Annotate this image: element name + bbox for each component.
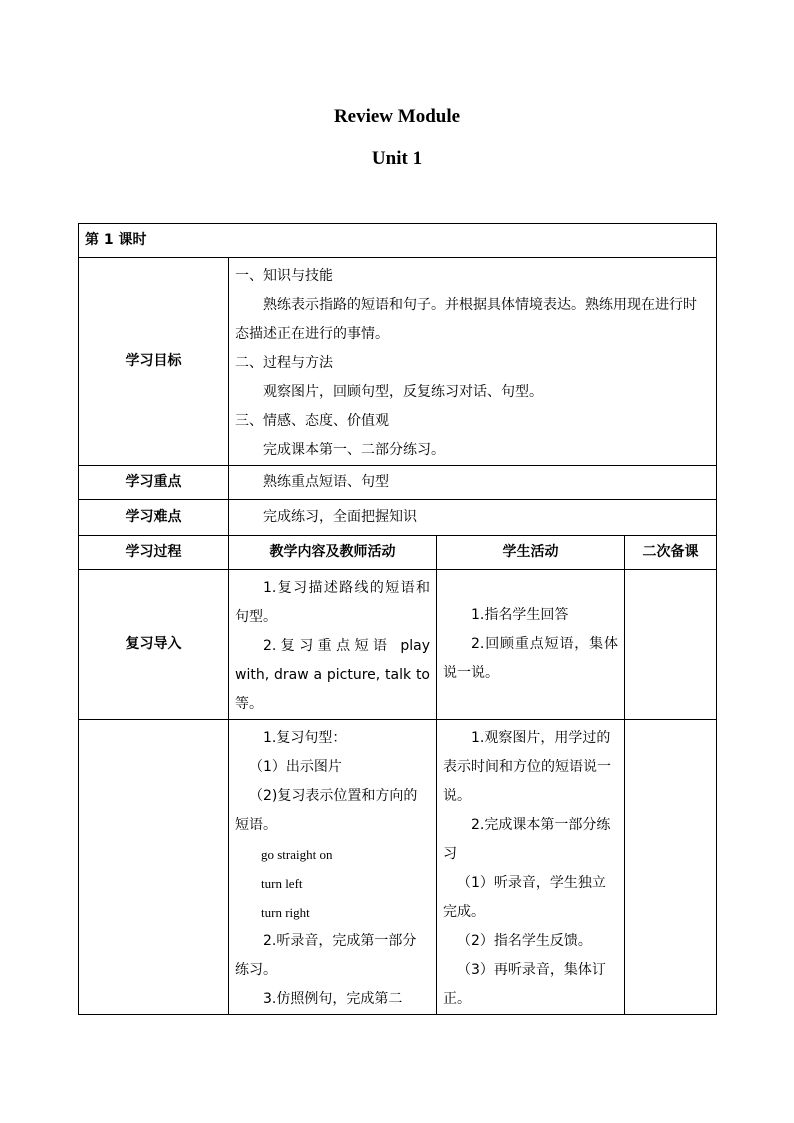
practice-phrase-2: turn left [261, 876, 303, 891]
practice-row [79, 720, 717, 1015]
practice-revision [625, 720, 717, 1015]
practice-teacher [229, 720, 437, 1015]
objective-heading-2: 二、过程与方法 [235, 355, 333, 371]
review-teacher-item-2: 2.复习重点短语 play with, draw a picture, talk to 等。 [235, 638, 430, 712]
practice-teacher-item-5: 3.仿照例句，完成第二 [263, 991, 403, 1007]
period-row [79, 224, 717, 258]
process-header-row [79, 536, 717, 570]
objective-heading-1: 一、知识与技能 [235, 268, 333, 284]
practice-phrase-3: turn right [261, 905, 310, 920]
review-student [437, 570, 625, 720]
lesson-plan-table [78, 223, 717, 1015]
practice-student-item-2: 2.完成课本第一部分练习 [443, 817, 611, 862]
practice-student-item-3: （1）听录音，学生独立完成。 [443, 875, 606, 920]
objective-text-2: 观察图片，回顾句型，反复练习对话、句型。 [263, 384, 543, 400]
difficulties-text: 完成练习，全面把握知识 [229, 500, 717, 536]
practice-student-item-4: （2）指名学生反馈。 [457, 933, 592, 949]
review-student-item-1: 1.指名学生回答 [471, 607, 569, 623]
practice-teacher-item-3: （2)复习表示位置和方向的短语。 [235, 788, 418, 833]
practice-teacher-item-2: （1）出示图片 [249, 759, 342, 775]
header-revision: 二次备课 [625, 536, 717, 570]
review-label: 复习导入 [79, 570, 229, 720]
review-teacher [229, 570, 437, 720]
review-student-item-2: 2.回顾重点短语，集体说一说。 [443, 636, 618, 681]
difficulties-label: 学习难点 [79, 500, 229, 536]
key-points-label: 学习重点 [79, 466, 229, 500]
practice-label [79, 720, 229, 1015]
objectives-content [229, 258, 717, 466]
period-label: 第 1 课时 [79, 224, 717, 258]
difficulties-row [79, 500, 717, 536]
objectives-row [79, 258, 717, 466]
review-revision [625, 570, 717, 720]
review-teacher-item-1: 1.复习描述路线的短语和句型。 [235, 580, 430, 625]
key-points-text: 熟练重点短语、句型 [229, 466, 717, 500]
objective-text-3: 完成课本第一、二部分练习。 [263, 442, 445, 458]
document-subtitle: Unit 1 [371, 148, 423, 169]
practice-student-item-1: 1.观察图片，用学过的表示时间和方位的短语说一说。 [443, 730, 611, 804]
objectives-label: 学习目标 [79, 258, 229, 466]
header-process: 学习过程 [79, 536, 229, 570]
document-title: Review Module [333, 106, 461, 127]
review-row [79, 570, 717, 720]
practice-teacher-item-4: 2.听录音，完成第一部分练习。 [235, 933, 417, 978]
practice-student-item-5: （3）再听录音，集体订正。 [443, 962, 606, 1007]
header-teacher: 教学内容及教师活动 [229, 536, 437, 570]
practice-student [437, 720, 625, 1015]
objective-heading-3: 三、情感、态度、价值观 [235, 413, 389, 429]
practice-teacher-item-1: 1.复习句型： [263, 730, 347, 746]
practice-phrase-1: go straight on [261, 847, 333, 862]
header-student: 学生活动 [437, 536, 625, 570]
objective-text-1: 熟练表示指路的短语和句子。并根据具体情境表达。熟练用现在进行时态描述正在进行的事情。 [235, 297, 697, 342]
key-points-row [79, 466, 717, 500]
